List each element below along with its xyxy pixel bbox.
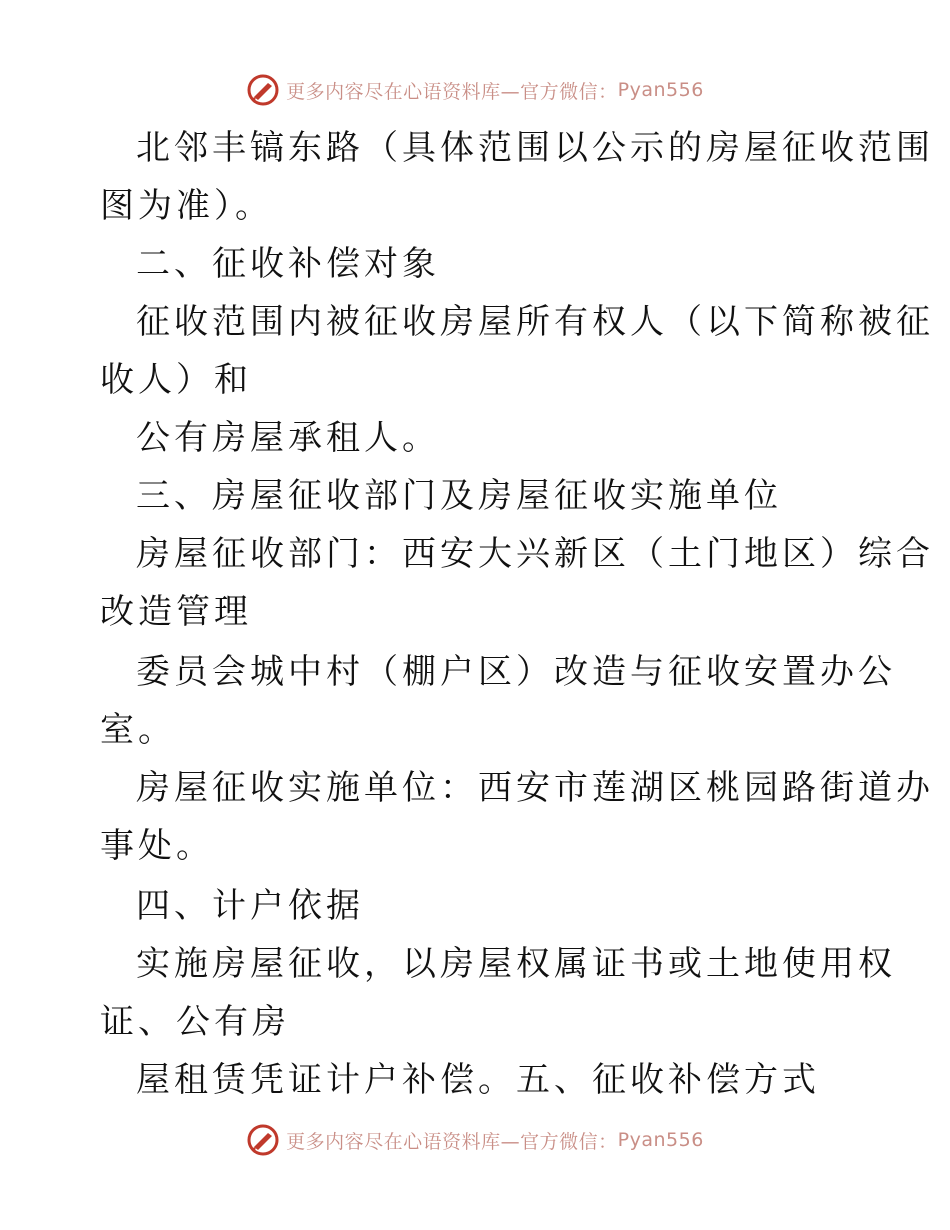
text-line: 改造管理 <box>100 592 252 632</box>
text-line: 公有房屋承租人。 <box>136 418 440 458</box>
section-heading: 三、房屋征收部门及房屋征收实施单位 <box>136 476 782 516</box>
watermark-wechat-id: Pyan556 <box>617 1129 704 1151</box>
section-heading: 二、征收补偿对象 <box>136 244 440 284</box>
text-line: 委员会城中村（棚户区）改造与征收安置办公 <box>136 652 896 692</box>
text-line: 北邻丰镐东路（具体范围以公示的房屋征收范围 <box>136 128 934 168</box>
text-line: 证、公有房 <box>100 1002 290 1042</box>
watermark-text: 更多内容尽在心语资料库—官方微信： <box>286 1130 618 1153</box>
text-line: 收人）和 <box>100 360 252 400</box>
watermark-wechat-id: Pyan556 <box>617 79 704 101</box>
text-line: 征收范围内被征收房屋所有权人（以下简称被征 <box>136 302 934 342</box>
section-heading: 四、计户依据 <box>136 886 364 926</box>
pen-logo-icon <box>246 73 280 107</box>
text-line: 房屋征收部门：西安大兴新区（土门地区）综合 <box>136 534 934 574</box>
watermark-text: 更多内容尽在心语资料库—官方微信： <box>286 80 618 103</box>
text-line: 事处。 <box>100 826 214 866</box>
text-line: 室。 <box>100 710 176 750</box>
text-line: 屋租赁凭证计户补偿。五、征收补偿方式 <box>136 1060 820 1100</box>
text-line: 实施房屋征收，以房屋权属证书或土地使用权 <box>136 944 896 984</box>
text-line: 房屋征收实施单位：西安市莲湖区桃园路街道办 <box>136 768 934 808</box>
text-line: 图为准）。 <box>100 186 273 226</box>
pen-logo-icon <box>246 1123 280 1157</box>
footer-watermark <box>0 1120 950 1160</box>
header-watermark <box>0 70 950 110</box>
